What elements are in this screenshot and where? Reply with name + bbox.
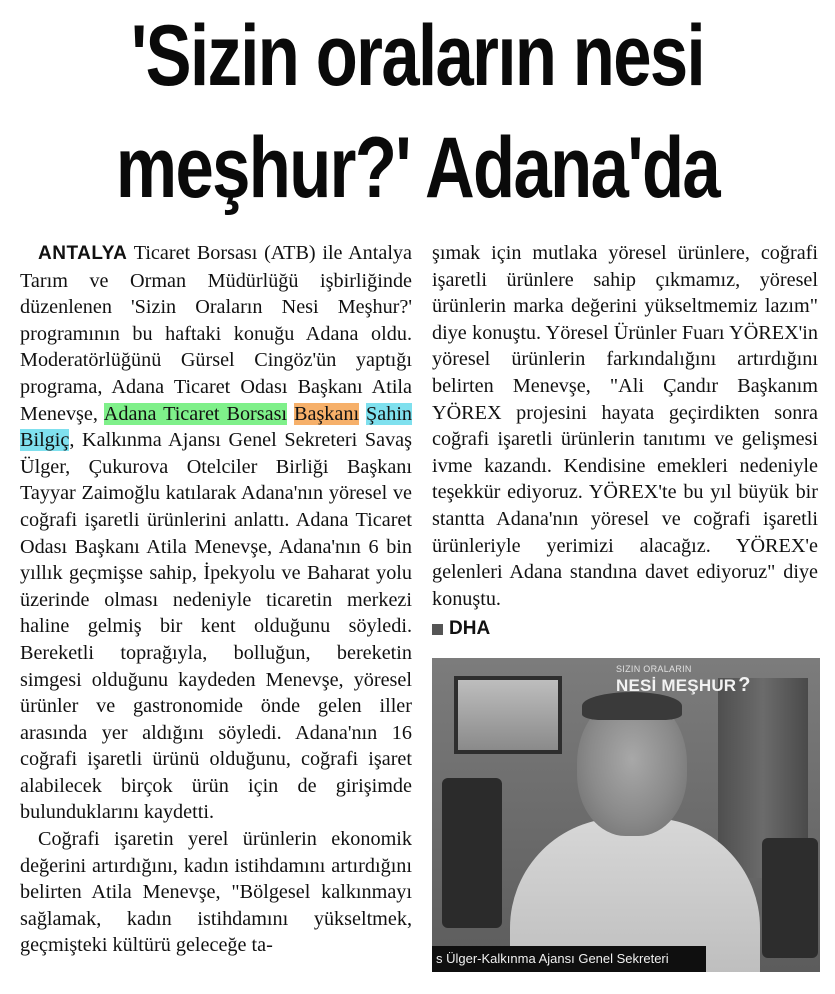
highlight-person: Şahin Bilgiç <box>20 402 413 452</box>
headline <box>84 0 752 224</box>
article-paragraph: Coğrafi işaretin yerel ürünlerin ekonomik değerini artırdığını, kadın istihdamını artırdığını belirten Atila Menevşe, "Bölgesel kalkınmayı sağlamak, kadın istihdamını yükseltmek, geçmişteki kültürü geleceğe ta- <box>20 828 412 957</box>
article-column-right <box>432 240 818 643</box>
program-logo-mark: ? <box>738 674 751 696</box>
headline-line-1: 'Sizin oraların nesi <box>130 8 705 104</box>
article-paragraph <box>20 240 412 826</box>
paragraph-text: Ticaret Borsası (ATB) ile Antalya Tarım ve Orman Müdürlüğü işbirliğinde düzenlenen 'Sizin Oraların Nesi Meşhur?' programının bu haftaki konuğu Adana oldu. Moderatörlüğünü Gürsel Cingöz'ün yaptığı programa, Adana Ticaret Odası Başkanı Atila Menevşe, <box>20 242 412 425</box>
wall-painting <box>454 676 562 754</box>
article-photo <box>432 658 820 972</box>
byline <box>432 616 818 643</box>
chair <box>762 838 818 958</box>
paragraph-text: , Kalkınma Ajansı Genel Sekreteri Savaş Ülger, Çukurova Otelciler Birliği Başkanı Tayyar Zaimoğlu katılarak Adana'nın yöresel ve coğrafi işaretli ürünlerini anlattı. Adana Ticaret Odası Başkanı Atila Menevşe, Adana'nın 6 bin yıllık geçmişse sahip, İpekyolu ve Baharat yolu üzerinde olması nedeniyle ticaretin merkezi haline gelmiş bir kent olduğunu söyledi. Bereketli toprağıyla, bolluğun, bereketin simgesi olduğunu kaydeden Menevşe, yöresel ürünler ve gastronomide önde gelen iller arasında yer aldığını söyledi. Adana'nın 16 coğrafi işaretli ürünü olduğunu, coğrafi işaret alabilecek birçok ürün için de girişimde bulunduklarını kaydetti. <box>20 429 412 824</box>
program-logo-big: NESİ MEŞHUR <box>616 676 737 695</box>
highlight-title: Başkanı <box>294 402 360 425</box>
highlight-organization: Adana Ticaret Borsası <box>103 402 288 425</box>
byline-text: DHA <box>449 618 491 640</box>
article-column-left <box>20 240 412 959</box>
dateline: ANTALYA <box>38 243 128 264</box>
program-logo-small: SIZIN ORALARIN <box>616 664 692 674</box>
article-paragraph: şımak için mutlaka yöresel ürünlere, coğrafi işaretli ürünlere sahip çıkmamız, yöresel ürünlerin marka değerini yükseltmemiz lazım" diye konuştu. Yöresel Ürünler Fuarı YÖREX'in yöresel ürünlerin farkındalığını artırdığını belirten Menevşe, "Ali Çandır Başkanım YÖREX projesini hayata geçirdikten sonra coğrafi işaretli ürünlerin tanıtımı ve gelişmesi ivme kazandı. Kendisine emekleri nedeniyle teşekkür ediyoruz. YÖREX'te bu yıl büyük bir stantta Adana'nın yöresel ve coğrafi işaretli ürünleriyle yerimizi alacağız. YÖREX'e gelenleri Adana standına davet ediyoruz" diye konuştu. <box>432 242 818 610</box>
chair <box>442 778 502 928</box>
program-logo <box>616 664 751 697</box>
square-bullet-icon <box>432 624 443 635</box>
headline-line-2: meşhur?' Adana'da <box>115 120 720 216</box>
photo-caption: s Ülger-Kalkınma Ajansı Genel Sekreteri <box>432 946 706 972</box>
